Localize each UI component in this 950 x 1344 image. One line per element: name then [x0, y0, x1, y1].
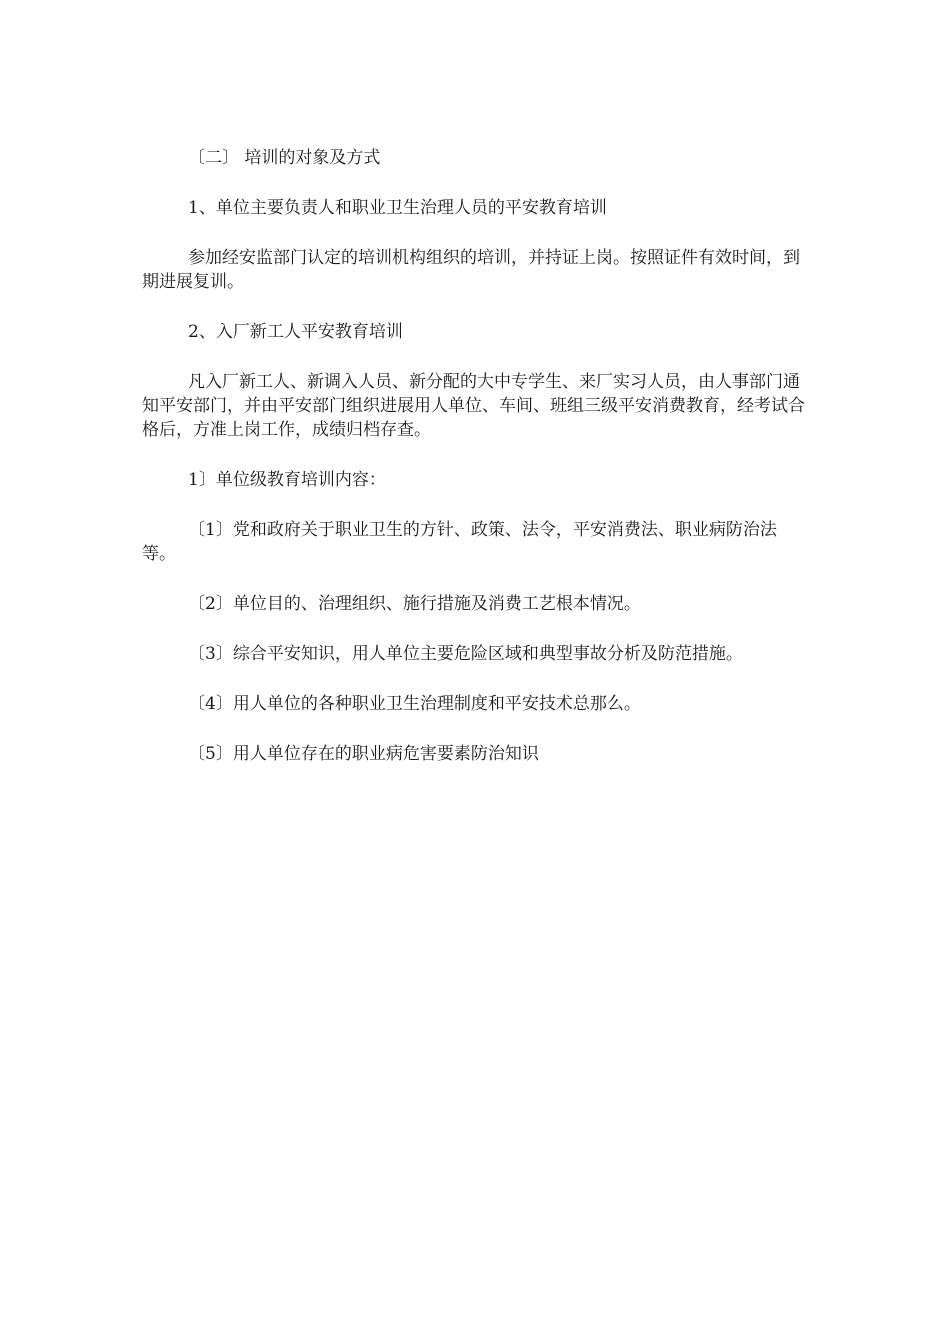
subheading-leaders-training: 1、单位主要负责人和职业卫生治理人员的平安教育培训: [188, 198, 607, 218]
document-body: [142, 146, 807, 766]
paragraph-leaders-training: 参加经安监部门认定的培训机构组织的培训，并持证上岗。按照证件有效时间，到期进展复训。: [142, 248, 800, 292]
section-heading-training-targets: 〔二〕 培训的对象及方式: [188, 148, 381, 168]
list-item-1: 〔1〕党和政府关于职业卫生的方针、政策、法令，平安消费法、职业病防治法等。: [142, 520, 777, 564]
subheading-new-workers-training: 2、入厂新工人平安教育培训: [188, 322, 403, 342]
list-item-2: 〔2〕单位目的、治理组织、施行措施及消费工艺根本情况。: [188, 594, 641, 614]
subheading-unit-level-content: 1〕单位级教育培训内容：: [188, 470, 386, 490]
list-item-3: 〔3〕综合平安知识，用人单位主要危险区域和典型事故分析及防范措施。: [188, 644, 743, 664]
paragraph-new-workers-training: 凡入厂新工人、新调入人员、新分配的大中专学生、来厂实习人员，由人事部门通知平安部门，并由平安部门组织进展用人单位、车间、班组三级平安消费教育，经考试合格后，方准上岗工作，成绩归档存查。: [142, 372, 805, 440]
list-item-5: 〔5〕用人单位存在的职业病危害要素防治知识: [188, 744, 539, 764]
list-item-4: 〔4〕用人单位的各种职业卫生治理制度和平安技术总那么。: [188, 694, 641, 714]
